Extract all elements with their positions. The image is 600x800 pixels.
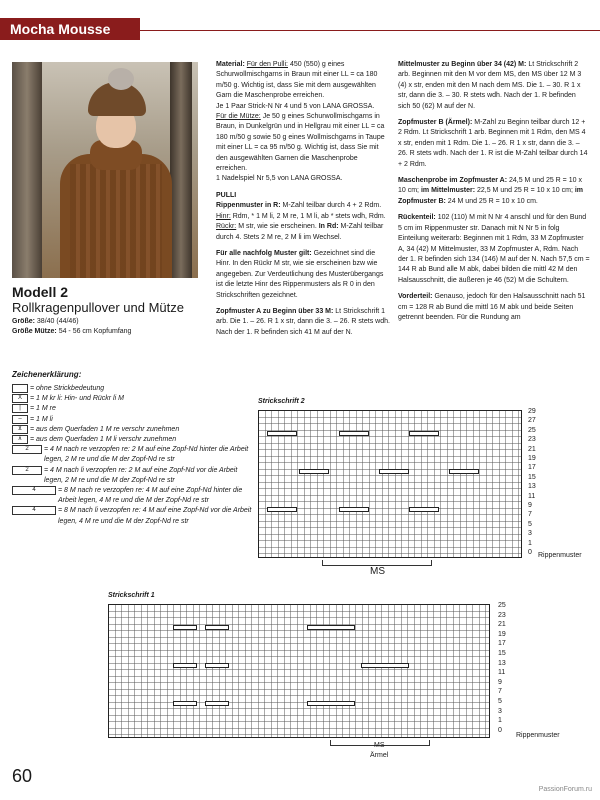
chart2-cable [299,469,329,474]
row-number: 27 [528,417,536,425]
row-number: 13 [528,483,536,491]
legend-item [12,415,252,425]
size-label: Größe: [12,318,35,325]
legend-item [12,466,252,486]
back-label: Rückenteil: [398,214,436,222]
header-bar [0,18,140,40]
row-number: 9 [498,678,502,686]
row-number: 23 [528,436,536,444]
chart1-title: Strickschrift 1 [108,592,155,599]
legend-symbol-cable8-left: 4 [12,506,56,515]
photo-sweater [60,154,172,278]
row-number: 25 [528,426,536,434]
chart2-cable [449,469,479,474]
row-number: 1 [498,717,502,725]
gauge-text-1: 24,5 M und 25 R = 10 x 10 cm; [398,177,582,195]
front-text: Genauso, jedoch für den Halsausschnitt nach 51 cm = 128 R ab Bund die mittl 16 M abk und beide Seiten getrennt beenden. Für die Rundung am [398,293,586,321]
photo-pompom [108,68,134,90]
legend-symbol-knit: | [12,404,28,413]
row-number: 5 [498,698,502,705]
gauge-mittel-label: im Mittelmuster: [420,187,476,195]
needles-text: Je 1 Paar Strick-N Nr 4 und 5 von LANA GROSSA. [216,102,375,110]
row-number: 3 [498,707,502,715]
size-line [12,318,79,325]
hat-size-label: Größe Mütze: [12,328,57,335]
rd-label: In Rd: [318,223,339,231]
gauge-label: Maschenprobe im Zopfmuster A: [398,177,508,185]
chart1-cable [307,625,355,630]
zopf-a-text: Lt Strickschrift 1 arb. Die 1. – 26. R 1 x str, dann die 3. – 26. R stets wdh. Nach der 1. R befinden sich 41 M auf der N. [216,307,390,336]
row-number: 9 [528,502,532,509]
rd-text: M-Zahl teilbar durch 4. Stets 2 M re, 2 M li im Wechsel. [216,223,384,241]
legend-symbol-cable8-right: 4 [12,486,56,495]
gauge-text-3: 24 M und 25 R = 10 x 10 cm. [447,197,538,205]
header-rule [140,30,600,31]
zopf-b-text: M-Zahl zu Beginn teilbar durch 12 + 2 Rdm. Lt Strickschrift 1 arb. Beginnen mit 1 Rdm, den MS 4 x str, enden mit 1 Rdm. Die 1. – 26. R 1 x str, dann die 3. – 26. R stets wdh. Nach der 1. R ist die M-Zahl teilbar durch 14 + 2 Rdm. [398,119,588,168]
zopf-a-label: Zopfmuster A zu Beginn über 33 M: [216,307,334,315]
back-paragraph [398,213,590,286]
mittel-text: Lt Strickschrift 2 arb. Beginnen mit den M vor dem MS, den MS über 12 M 3 (4) x str, enden mit den M nach dem MS. Die 1. – 30. R 1 x str, dann die 3. – 30. R stets wdh. Nach der 1. R befinden sich 50 (62) M auf der N. [398,61,582,110]
chart1-grid [108,604,490,738]
hinr-text: Rdm, * 1 M li, 2 M re, 1 M li, ab * stets wdh, Rdm. [232,212,386,220]
chart2-cable [339,507,369,512]
legend-symbol-cable4-left: 2 [12,466,42,475]
chart1-cable [361,663,409,668]
hat-needle-text: 1 Nadelspiel Nr 5,5 von LANA GROSSA. [216,175,343,183]
legend-title: Zeichenerklärung: [12,370,82,379]
material-pulli-text: 450 (550) g eines Schurwollmischgarns in Braun mit einer LL = ca 180 m/50 g. Wichtig ist, dass Sie mit dem ausgewählten Garn die Maschenprobe erreichen. [216,61,378,100]
legend-symbol-inc-knit: ⊻ [12,425,28,434]
legend-symbol-inc-purl: ⊼ [12,435,28,444]
legend-text: = 8 M nach li verzopfen re: 4 M auf eine Zopf-Nd vor die Arbeit legen, 4 M re und die M der Zopf-Nd re str [58,507,252,525]
legend-item [12,445,252,465]
chart1-cable [205,663,229,668]
legend-item [12,435,252,445]
chart1-cable [173,663,197,668]
pulli-heading: PULLI [216,191,237,199]
legend-item [12,486,252,506]
model-title: Modell 2 [12,284,69,300]
chart1-rib-label: Rippenmuster [516,732,560,739]
chart2-cable [409,431,439,436]
chart1-cable [205,625,229,630]
legend-symbol-purl: – [12,415,28,424]
row-number: 7 [528,511,532,519]
row-number: 25 [498,602,506,609]
chart1-cable [173,701,197,706]
legend-text: = 4 M nach re verzopfen re: 2 M auf eine Zopf-Nd hinter die Arbeit legen, 2 M re und die M der Zopf-Nd re str [44,446,249,464]
row-number: 5 [528,520,532,528]
row-number: 13 [498,659,506,667]
gauge-paragraph [398,176,590,207]
row-number: 0 [498,726,502,734]
rib-text: M-Zahl teilbar durch 4 + 2 Rdm. [282,202,382,210]
chart1-ms-label: MS [374,742,385,749]
chart1-cable [173,625,197,630]
watermark: PassionForum.ru [538,786,592,793]
row-number: 11 [498,669,506,677]
row-number: 7 [498,688,502,696]
front-paragraph [398,292,590,323]
chart2-title: Strickschrift 2 [258,398,305,405]
legend-item [12,384,252,394]
zopf-b-paragraph [398,118,590,170]
row-number: 1 [528,539,532,547]
legend-text: = aus dem Querfaden 1 M re verschr zunehmen [30,425,180,433]
chart2-grid [258,410,522,558]
all-text: Gezeichnet sind die Hinr. In den Rückr M str, wie sie erscheinen bzw wie angegeben. Zur Verdeutlichung des Musterübergangs ist die letzte Hinr des Rippenmusters als R 0 in den Strickschriften gezeichnet. [216,249,384,299]
legend [12,384,252,527]
legend-text: = 1 M kr li: Hin- und Rückr li M [30,395,124,403]
material-label: Material: [216,61,245,68]
row-number: 21 [498,621,506,629]
row-number: 15 [528,473,536,481]
legend-item [12,404,252,414]
chart2-cable [379,469,409,474]
front-label: Vorderteil: [398,293,433,301]
chart1-cable [307,701,355,706]
hinr-label: Hinr: [216,212,231,220]
chart2-cable [339,431,369,436]
photo-tree-right [170,62,192,278]
gauge-text-2: 22,5 M und 25 R = 10 x 10 cm; [476,187,573,195]
model-subtitle: Rollkragenpullover und Mütze [12,300,184,315]
chart2-ms-label: MS [370,566,385,577]
header-title: Mocha Mousse [10,21,111,37]
all-label: Für alle nachfolg Muster gilt: [216,249,312,257]
legend-item [12,394,252,404]
legend-text: = aus dem Querfaden 1 M li verschr zunehmen [30,436,177,444]
chart2-rib-label: Rippenmuster [538,552,582,559]
legend-text: = 1 M re [30,405,56,413]
chart2-cable [267,507,297,512]
legend-item [12,506,252,526]
back-text: 102 (110) M mit N Nr 4 anschl und für den Bund 5 cm im Rippenmuster str. Danach mit N Nr 5 in folg Einteilung weiterarb: Beginnen mit 1 Rdm, 33 M Zopfmuster A, 34 (42) M Mittelmuster, 33 M Zopfmuster A, Rdm. Nach der 1. R befinden sich 134 (146) M auf der N. Nach 57,5 cm = 144 R ab Bund alle M abk, dabei bilden die mittl 42 M den Halsausschnitt, die äußeren je 46 (52) M die Schultern. [398,214,590,284]
row-number: 21 [528,445,536,453]
page-number: 60 [12,766,33,786]
hat-text: Je 50 g eines Schurwollmischgarns in Braun, in Dunkelgrün und in Hellgrau mit einer LL = ca 180 m/50 g sowie 50 g eines Wollmischgarns in Taupe mit einer LL = ca 95 m/50 g. Wichtig ist, dass Sie mit den ausgewählten Garnen die Maschenprobe erreichen. [216,113,385,173]
zopf-b-label: Zopfmuster B (Ärmel): [398,119,473,127]
row-number: 19 [528,455,536,462]
row-number: 0 [528,549,532,556]
mittel-label: Mittelmuster zu Beginn über 34 (42) M: [398,61,527,68]
all-paragraph [216,249,390,301]
hat-size-value: 54 - 56 cm Kopfumfang [58,328,132,335]
legend-text: = 8 M nach re verzopfen re: 4 M auf eine Zopf-Nd hinter die Arbeit legen, 4 M re und die M der Zopf-Nd re str [58,487,243,505]
row-number: 19 [498,630,506,638]
chart2-cable [267,431,297,436]
row-number: 29 [528,408,536,415]
hat-size-line [12,328,131,335]
size-value: 38/40 (44/46) [36,318,79,325]
legend-symbol-cable4-right: 2 [12,445,42,454]
legend-text: = 4 M nach li verzopfen re: 2 M auf eine Zopf-Nd vor die Arbeit legen, 2 M re und die M der Zopf-Nd re str [44,466,238,484]
column-instructions [398,60,590,329]
legend-item [12,425,252,435]
row-number: 15 [498,650,506,657]
rueckr-label: Rückr: [216,223,237,231]
mittel-paragraph [398,60,590,112]
legend-symbol-cross: X [12,394,28,403]
legend-text: = 1 M li [30,415,53,423]
chart1-arm-label: Ärmel [370,752,389,759]
photo-tree-left [12,62,42,278]
row-number: 23 [498,611,506,619]
material-paragraph [216,60,390,185]
material-pulli-label: Für den Pulli: [246,61,288,68]
model-photo [12,62,198,278]
rueckr-text: M str, wie sie erscheinen. [238,223,317,231]
legend-symbol-empty [12,384,28,393]
chart1-cable [205,701,229,706]
hat-label: Für die Mütze: [216,113,261,121]
pulli-paragraph [216,191,390,243]
column-materials [216,60,390,344]
chart2-cable [409,507,439,512]
zopf-a-paragraph [216,307,390,338]
row-number: 3 [528,530,532,538]
row-number: 11 [528,492,536,500]
rib-label: Rippenmuster in R: [216,202,281,210]
gauge-b-label: im Zopfmuster B: [398,187,584,205]
row-number: 17 [498,640,506,648]
row-number: 17 [528,464,536,472]
legend-text: = ohne Strickbedeutung [30,385,105,392]
